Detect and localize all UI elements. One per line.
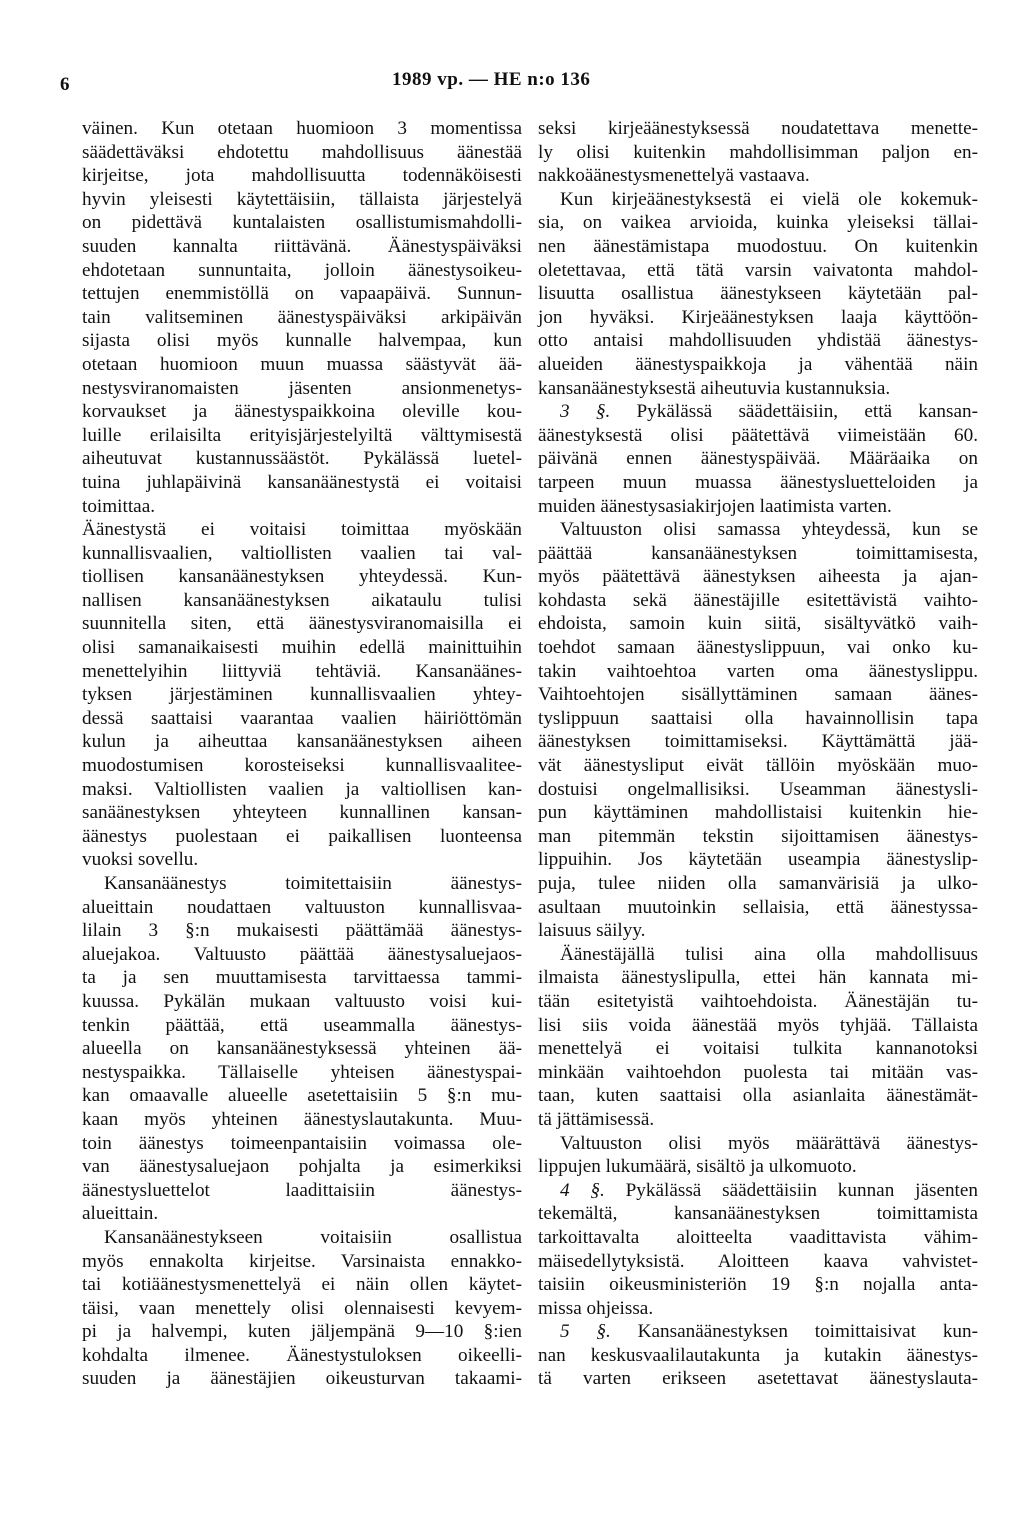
line-text: seksi kirjeäänestyksessä noudatettava menette- xyxy=(538,118,978,139)
line-text: olisi samanaikaisesti muihin edellä mainittuihin xyxy=(82,637,522,659)
line-text: mäisedellytyksistä. Aloitteen kaava vahvistet- xyxy=(538,1250,978,1272)
text-line xyxy=(538,377,978,401)
line-text: asultaan muutoinkin sellaisia, että äänestyssa- xyxy=(538,896,978,918)
line-text: Kansanäänestykseen voitaisiin osallistua xyxy=(104,1226,522,1248)
line-text: vuoksi sovellu. xyxy=(82,849,199,871)
text-line xyxy=(82,495,522,519)
text-line xyxy=(82,1155,522,1179)
running-head: 1989 vp. — HE n:o 136 xyxy=(392,69,591,90)
line-text: luille erilaisilta erityisjärjestelyiltä välttymisestä xyxy=(82,424,522,446)
line-text: kunnallisvaalien, valtiollisten vaalien tai val- xyxy=(82,542,522,564)
line-text: Äänestäjällä tulisi aina olla mahdollisuus xyxy=(560,943,978,965)
text-line xyxy=(538,1084,978,1108)
text-line xyxy=(538,966,978,990)
line-text: kulun ja aiheuttaa kansanäänestyksen aiheen xyxy=(82,731,522,753)
text-line xyxy=(82,966,522,990)
line-text: van äänestysaluejaon pohjalta ja esimerkiksi xyxy=(82,1156,522,1178)
text-line xyxy=(82,400,522,424)
line-text: maksi. Valtiollisten vaalien ja valtiollisen kan- xyxy=(82,778,522,800)
line-text: missa ohjeissa. xyxy=(538,1297,654,1319)
text-line xyxy=(82,589,522,613)
page-header xyxy=(60,66,980,96)
line-text: päivänä ennen äänestyspäivää. Määräaika on xyxy=(538,448,978,470)
line-text: tuina juhlapäivinä kansanäänestystä ei voitaisi xyxy=(82,471,522,493)
text-line xyxy=(82,1084,522,1108)
text-line xyxy=(538,1250,978,1274)
line-text: tiollisen kansanäänestyksen yhteydessä. Kun- xyxy=(82,566,522,588)
text-line xyxy=(82,117,522,141)
text-line xyxy=(538,1155,978,1179)
line-text: väinen. Kun otetaan huomioon 3 momentissa xyxy=(82,118,522,139)
line-text: sia, on vaikea arvioida, kuinka yleiseksi tällai- xyxy=(538,212,978,234)
text-line xyxy=(538,235,978,259)
text-line xyxy=(82,636,522,660)
text-line xyxy=(82,1344,522,1368)
text-line xyxy=(538,848,978,872)
text-line xyxy=(82,235,522,259)
line-text: päättää kansanäänestyksen toimittamisesta, xyxy=(538,542,978,564)
text-line xyxy=(82,542,522,566)
line-text: Äänestystä ei voitaisi toimittaa myöskään xyxy=(82,519,522,541)
line-text: tyksen järjestäminen kunnallisvaalien yhtey- xyxy=(82,684,522,706)
line-text: kohdalta ilmenee. Äänestystuloksen oikeelli- xyxy=(82,1344,522,1366)
text-line xyxy=(538,542,978,566)
line-text: ehdotetaan sunnuntaita, jolloin äänestysoikeu- xyxy=(82,259,522,281)
line-text: nakkoäänestysmenettelyä vastaava. xyxy=(538,165,810,187)
text-line xyxy=(82,447,522,471)
text-line xyxy=(82,424,522,448)
line-text: alueittain. xyxy=(82,1203,159,1225)
line-text: otetaan huomioon muun muassa säästyvät ää- xyxy=(82,353,522,375)
text-line xyxy=(82,188,522,212)
line-text: korvaukset ja äänestyspaikkoina oleville kou- xyxy=(82,401,522,423)
text-line xyxy=(82,848,522,872)
text-line xyxy=(82,377,522,401)
text-line xyxy=(538,707,978,731)
text-line xyxy=(82,872,522,896)
line-text: ly olisi kuitenkin mahdollisimman paljon en- xyxy=(538,141,978,163)
line-text: lilain 3 §:n mukaisesti päättämää äänestys- xyxy=(82,920,522,942)
text-line xyxy=(82,259,522,283)
line-text: säädettäväksi ehdotettu mahdollisuus äänestää xyxy=(82,141,522,163)
text-line xyxy=(538,211,978,235)
line-text: dessä saattaisi vaarantaa vaalien häiriöttömän xyxy=(82,707,522,729)
line-text: Kansanäänestyksen toimittaisivat kun- xyxy=(610,1321,979,1343)
line-text: ilmaista äänestyslipulla, ettei hän kannata mi- xyxy=(538,967,978,989)
line-text: nan keskusvaalilautakunta ja kutakin äänestys- xyxy=(538,1344,978,1366)
line-text: lippujen lukumäärä, sisältö ja ulkomuoto. xyxy=(538,1156,857,1178)
text-line xyxy=(538,919,978,943)
text-line xyxy=(82,730,522,754)
text-line xyxy=(82,306,522,330)
line-text: nen äänestämistapa muodostuu. On kuitenkin xyxy=(538,235,978,257)
text-line xyxy=(82,660,522,684)
line-text: alueella on kansanäänestyksessä yhteinen ää- xyxy=(82,1038,522,1060)
text-line xyxy=(82,683,522,707)
text-line xyxy=(82,1061,522,1085)
section-marker: 3 §. xyxy=(560,401,611,423)
text-line xyxy=(82,1202,522,1226)
left-column xyxy=(82,117,522,1391)
line-text: tarkoittavalta aloitteelta vaadittavista vähim- xyxy=(538,1226,978,1248)
text-line xyxy=(538,495,978,519)
line-text: kirjeitse, jota mahdollisuutta todennäköisesti xyxy=(82,165,522,187)
line-text: kohdasta sekä äänestäjille esitettävistä vaihto- xyxy=(538,589,978,611)
text-line xyxy=(82,565,522,589)
text-line xyxy=(538,447,978,471)
text-line xyxy=(538,1320,978,1344)
line-text: ta ja sen muuttamisesta tarvittaessa tammi- xyxy=(82,967,522,989)
line-text: Pykälässä säädettäisiin, että kansan- xyxy=(610,401,978,423)
line-text: äänestys puolestaan ei paikallisen luonteensa xyxy=(82,825,522,847)
text-line xyxy=(538,1273,978,1297)
line-text: pun käyttäminen mahdollistaisi kuitenkin hie- xyxy=(538,802,978,824)
line-text: tään esitetyistä vaihtoehdoista. Äänestäjän tu- xyxy=(538,990,978,1012)
text-line xyxy=(538,1037,978,1061)
line-text: man pitemmän tekstin sijoittamisen äänestys- xyxy=(538,825,978,847)
text-line xyxy=(538,825,978,849)
line-text: menettelyä ei voitaisi tulkita kannanotoksi xyxy=(538,1038,978,1060)
text-line xyxy=(82,1179,522,1203)
line-text: minkään vaihtoehdon puolesta tai mitään vas- xyxy=(538,1061,978,1083)
text-line xyxy=(538,518,978,542)
text-line xyxy=(538,1061,978,1085)
text-line xyxy=(82,518,522,542)
line-text: laisuus säilyy. xyxy=(538,920,646,942)
text-line xyxy=(538,589,978,613)
text-line xyxy=(538,1297,978,1321)
line-text: hyvin yleisesti käytettäisiin, tällaista järjestelyä xyxy=(82,188,522,210)
text-line xyxy=(538,141,978,165)
text-line xyxy=(538,565,978,589)
line-text: tyslippuun saattaisi olla havainnollisin tapa xyxy=(538,707,978,729)
line-text: alueittain noudattaen valtuuston kunnallisvaa- xyxy=(82,896,522,918)
line-text: taan, kuten saattaisi olla asianlaita äänestämät- xyxy=(538,1085,978,1107)
line-text: ehdoista, samoin kuin siitä, sisältyvätkö vaih- xyxy=(538,613,978,635)
text-line xyxy=(538,1344,978,1368)
text-line xyxy=(538,259,978,283)
line-text: tä jättämisessä. xyxy=(538,1108,655,1130)
text-line xyxy=(538,117,978,141)
text-line xyxy=(538,730,978,754)
line-text: vät äänestysliput eivät tällöin myöskään muo- xyxy=(538,755,978,777)
text-line xyxy=(538,1179,978,1203)
line-text: Pykälässä säädettäisiin kunnan jäsenten xyxy=(604,1179,978,1201)
text-line xyxy=(538,778,978,802)
text-line xyxy=(82,1250,522,1274)
text-line xyxy=(538,636,978,660)
line-text: takin vaihtoehtoa varten oma äänestyslippu. xyxy=(538,660,978,682)
text-line xyxy=(82,943,522,967)
line-text: puja, tulee niiden olla samanvärisiä ja ulko- xyxy=(538,873,978,894)
text-line xyxy=(82,896,522,920)
text-line xyxy=(82,801,522,825)
line-text: kansanäänestyksestä aiheutuvia kustannuksia. xyxy=(538,377,891,399)
line-text: Kun kirjeäänestyksestä ei vielä ole kokemuk- xyxy=(560,188,978,210)
line-text: nestyspaikka. Tällaiselle yhteisen äänestyspai- xyxy=(82,1061,522,1083)
text-line xyxy=(82,754,522,778)
line-text: Valtuuston olisi myös määrättävä äänestys- xyxy=(560,1132,978,1154)
text-line xyxy=(538,306,978,330)
line-text: tenkin päättää, että useammalla äänestys- xyxy=(82,1014,522,1036)
line-text: tä varten erikseen asetettavat äänestyslauta- xyxy=(538,1368,978,1390)
text-line xyxy=(538,1108,978,1132)
line-text: tarpeen muun muassa äänestysluetteloiden ja xyxy=(538,471,978,493)
page-number: 6 xyxy=(60,74,70,95)
text-line xyxy=(538,683,978,707)
line-text: taisiin oikeusministeriön 19 §:n nojalla anta- xyxy=(538,1274,978,1296)
line-text: lisuutta osallistua äänestykseen käytetään pal- xyxy=(538,283,978,305)
line-text: lippuihin. Jos käytetään useampia äänestyslip- xyxy=(538,849,978,871)
line-text: on pidettävä kuntalaisten osallistumismahdolli- xyxy=(82,212,522,234)
text-line xyxy=(538,660,978,684)
text-line xyxy=(82,141,522,165)
text-line xyxy=(82,1108,522,1132)
text-line xyxy=(538,1202,978,1226)
text-line xyxy=(538,164,978,188)
line-text: Vaihtoehtojen sisällyttäminen samaan äänes- xyxy=(538,684,978,706)
text-line xyxy=(82,612,522,636)
line-text: kuussa. Pykälän mukaan valtuusto voisi kui- xyxy=(82,990,522,1012)
right-column xyxy=(538,117,978,1391)
text-line xyxy=(538,353,978,377)
line-text: tai kotiäänestysmenettelyä ei näin ollen käytet- xyxy=(82,1274,522,1296)
line-text: tain valitseminen äänestyspäiväksi arkipäivän xyxy=(82,306,522,328)
text-line xyxy=(538,424,978,448)
line-text: alueiden äänestyspaikkoja ja vähentää näin xyxy=(538,353,978,375)
line-text: toehdot samaan äänestyslippuun, vai onko ku- xyxy=(538,637,978,659)
text-line xyxy=(82,990,522,1014)
text-line xyxy=(538,329,978,353)
line-text: äänestysluettelot laadittaisiin äänestys- xyxy=(82,1179,522,1201)
line-text: lisi siis voida äänestää myös tyhjää. Tällaista xyxy=(538,1014,978,1036)
section-marker: 4 §. xyxy=(560,1179,605,1201)
line-text: toin äänestys toimeenpantaisiin voimassa ole- xyxy=(82,1132,522,1154)
text-line xyxy=(82,164,522,188)
text-line xyxy=(538,471,978,495)
line-text: kan omaavalle alueelle asetettaisiin 5 §:n mu- xyxy=(82,1085,522,1107)
line-text: suunnitella siten, että äänestysviranomaisilla ei xyxy=(82,613,522,635)
line-text: täisi, vaan menettely olisi olennaisesti kevyem- xyxy=(82,1297,522,1319)
line-text: toimittaa. xyxy=(82,495,156,517)
section-marker: 5 §. xyxy=(560,1321,611,1343)
text-line xyxy=(538,943,978,967)
text-line xyxy=(82,1273,522,1297)
text-line xyxy=(82,1320,522,1344)
line-text: sijasta olisi myös kunnalle halvempaa, kun xyxy=(82,330,522,352)
line-text: äänestyksestä olisi päätettävä viimeistään 60. xyxy=(538,424,978,446)
line-text: Valtuuston olisi samassa yhteydessä, kun se xyxy=(560,519,978,541)
text-line xyxy=(538,1132,978,1156)
text-line xyxy=(538,188,978,212)
line-text: muodostumisen korosteiseksi kunnallisvaalitee- xyxy=(82,755,522,777)
line-text: menettelyihin liittyviä tehtäviä. Kansanäänes- xyxy=(82,660,522,682)
text-line xyxy=(82,353,522,377)
line-text: oletettavaa, että tätä varsin vaivatonta mahdol- xyxy=(538,259,978,281)
text-line xyxy=(82,471,522,495)
text-line xyxy=(82,1132,522,1156)
line-text: myös ennakolta kirjeitse. Varsinaista ennakko- xyxy=(82,1250,522,1272)
text-line xyxy=(82,707,522,731)
line-text: suuden kannalta riittävänä. Äänestyspäiväksi xyxy=(82,235,522,257)
line-text: otto antaisi mahdollisuuden yhdistää äänestys- xyxy=(538,330,978,352)
text-line xyxy=(82,329,522,353)
line-text: Kansanäänestys toimitettaisiin äänestys- xyxy=(104,873,522,894)
text-line xyxy=(82,778,522,802)
line-text: sanäänestyksen yhteyteen kunnallinen kansan- xyxy=(82,802,522,824)
line-text: muiden äänestysasiakirjojen laatimista varten. xyxy=(538,495,892,517)
line-text: aiheutuvat kustannussäästöt. Pykälässä luetel- xyxy=(82,448,522,470)
line-text: suuden ja äänestäjien oikeusturvan takaami- xyxy=(82,1368,522,1390)
text-line xyxy=(538,872,978,896)
text-line xyxy=(538,990,978,1014)
text-line xyxy=(538,754,978,778)
text-line xyxy=(82,1297,522,1321)
text-line xyxy=(82,1367,522,1391)
line-text: jon hyväksi. Kirjeäänestyksen laaja käyttöön- xyxy=(538,306,978,328)
text-line xyxy=(82,1014,522,1038)
line-text: nallisen kansanäänestyksen aikataulu tulisi xyxy=(82,589,522,611)
text-line xyxy=(82,1037,522,1061)
line-text: kaan myös yhteinen äänestyslautakunta. Muu- xyxy=(82,1108,522,1130)
line-text: tettujen enemmistöllä on vapaapäivä. Sunnun- xyxy=(82,283,522,305)
text-line xyxy=(82,282,522,306)
text-line xyxy=(538,1226,978,1250)
line-text: dostuisi ongelmallisiksi. Useamman äänestysli- xyxy=(538,778,978,800)
line-text: aluejakoa. Valtuusto päättää äänestysaluejaos- xyxy=(82,943,522,965)
text-line xyxy=(538,801,978,825)
text-line xyxy=(538,400,978,424)
line-text: tekemältä, kansanäänestyksen toimittamista xyxy=(538,1203,978,1225)
text-line xyxy=(538,896,978,920)
text-line xyxy=(538,1014,978,1038)
text-line xyxy=(538,612,978,636)
text-line xyxy=(82,1226,522,1250)
text-line xyxy=(82,825,522,849)
line-text: pi ja halvempi, kuten jäljempänä 9—10 §:ien xyxy=(82,1321,522,1343)
text-line xyxy=(82,211,522,235)
line-text: myös päätettävä äänestyksen aiheesta ja ajan- xyxy=(538,566,978,588)
text-line xyxy=(538,282,978,306)
line-text: äänestyksen toimittamiseksi. Käyttämättä jää- xyxy=(538,731,978,753)
text-line xyxy=(538,1367,978,1391)
line-text: nestysviranomaisten jäsenten ansionmenetys- xyxy=(82,377,522,399)
text-line xyxy=(82,919,522,943)
